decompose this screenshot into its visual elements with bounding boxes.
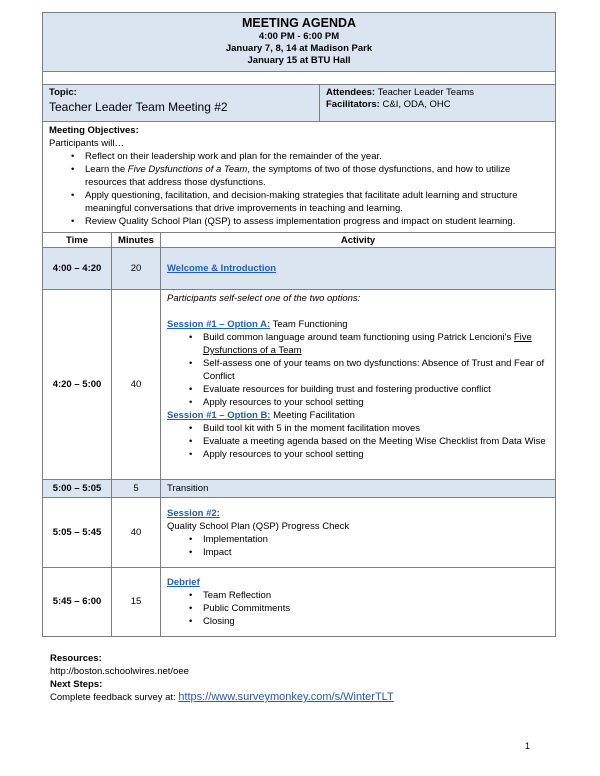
- row-activity: [161, 248, 556, 290]
- welcome-link[interactable]: Welcome & Introduction: [167, 263, 277, 274]
- debrief-list: [167, 589, 549, 628]
- col-header-activity: Activity: [161, 233, 556, 248]
- next-steps-label: Next Steps:: [50, 679, 103, 690]
- meeting-time: 4:00 PM - 6:00 PM: [258, 31, 340, 42]
- row-activity: [161, 568, 556, 636]
- table-header-row: [43, 233, 555, 248]
- row-minutes: 40: [112, 498, 161, 568]
- list-item: • Apply resources to your school setting: [203, 448, 549, 461]
- objective-item: • Review Quality School Plan (QSP) to assess implementation progress and impact on student learning.: [85, 215, 549, 228]
- session-1b-link[interactable]: Session #1 – Option B:: [167, 410, 271, 421]
- header-spacer: [43, 72, 555, 85]
- book-title: Five Dysfunctions of a Team: [203, 332, 532, 356]
- list-item: • Team Reflection: [203, 589, 549, 602]
- objective-item: • Reflect on their leadership work and plan for the remainder of the year.: [85, 150, 549, 163]
- attendees-label: Attendees:: [326, 87, 376, 98]
- session-1b-title: Meeting Facilitation: [270, 410, 355, 421]
- session-1a-title: Team Functioning: [270, 319, 348, 330]
- session-2-link[interactable]: Session #2:: [167, 507, 220, 519]
- list-item: • Evaluate resources for building trust and fostering productive conflict: [203, 383, 549, 396]
- row-minutes: 40: [112, 290, 161, 480]
- row-activity: [161, 290, 556, 480]
- list-item: • Public Commitments: [203, 602, 549, 615]
- topic-label: Topic:: [49, 87, 77, 98]
- list-item: • Impact: [203, 546, 549, 559]
- row-minutes: 15: [112, 568, 161, 636]
- col-header-minutes: Minutes: [112, 233, 161, 248]
- row-minutes: 20: [112, 248, 161, 290]
- row-activity: [161, 498, 556, 568]
- objective-item: • Apply questioning, facilitation, and decision-making strategies that facilitate adult learning and structure meaningful conversations that drive improvements in teaching and learning.: [85, 189, 549, 215]
- attendees-cell: [320, 85, 555, 121]
- list-item: • Self-assess one of your teams on two dysfunctions: Absence of Trust and Fear of Conflict: [203, 357, 549, 383]
- objectives-label: Meeting Objectives:: [49, 125, 139, 136]
- meeting-dates: January 7, 8, 14 at Madison Park: [225, 43, 373, 54]
- topic-row: [43, 85, 555, 122]
- facilitators-label: Facilitators:: [326, 99, 380, 110]
- list-item: • Evaluate a meeting agenda based on the Meeting Wise Checklist from Data Wise: [203, 435, 549, 448]
- attendees-value: Teacher Leader Teams: [377, 87, 475, 98]
- meeting-dates-2: January 15 at BTU Hall: [247, 55, 351, 66]
- topic-value: Teacher Leader Team Meeting #2: [49, 100, 228, 114]
- list-item: • Implementation: [203, 533, 549, 546]
- next-steps-text: Complete feedback survey at:: [50, 692, 179, 703]
- session-2-list: [167, 533, 549, 559]
- list-item: • Build common language around team functioning using Patrick Lencioni’s Five Dysfunctions of a Team: [203, 331, 549, 357]
- session-2-title: Quality School Plan (QSP) Progress Check: [167, 520, 350, 532]
- session-1b-list: [167, 422, 549, 461]
- resources-url: http://boston.schoolwires.net/oee: [50, 666, 189, 677]
- options-intro: Participants self-select one of the two options:: [167, 293, 361, 304]
- row-activity: Transition: [161, 480, 556, 498]
- col-header-time: Time: [43, 233, 112, 248]
- facilitators-value: C&I, ODA, OHC: [382, 99, 451, 110]
- topic-cell: [43, 85, 320, 121]
- agenda-header: [43, 13, 555, 72]
- table-row: [43, 248, 555, 290]
- session-1a-link[interactable]: Session #1 – Option A:: [167, 319, 271, 330]
- objectives-list: [49, 150, 549, 228]
- list-item: • Apply resources to your school setting: [203, 396, 549, 409]
- agenda-title: MEETING AGENDA: [241, 16, 357, 30]
- table-row: [43, 480, 555, 498]
- survey-link[interactable]: https://www.surveymonkey.com/s/WinterTLT: [178, 691, 394, 703]
- row-minutes: 5: [112, 480, 161, 498]
- page-number: 1: [524, 741, 530, 751]
- list-item: • Closing: [203, 615, 549, 628]
- row-time: 4:00 – 4:20: [43, 248, 112, 290]
- list-item: • Build tool kit with 5 in the moment facilitation moves: [203, 422, 549, 435]
- row-time: 4:20 – 5:00: [43, 290, 112, 480]
- resources-label: Resources:: [50, 653, 102, 664]
- agenda-table: [43, 233, 555, 636]
- row-time: 5:05 – 5:45: [43, 498, 112, 568]
- objectives-section: [43, 122, 555, 233]
- table-row: [43, 290, 555, 480]
- session-1a-list: [167, 331, 549, 409]
- agenda-frame: [42, 12, 556, 637]
- row-time: 5:00 – 5:05: [43, 480, 112, 498]
- table-row: [43, 498, 555, 568]
- objective-item: • Learn the Five Dysfunctions of a Team, the symptoms of two of those dysfunctions, and how to utilize resources that address those dysfunctions.: [85, 163, 549, 189]
- objectives-intro: Participants will…: [49, 138, 124, 149]
- table-row: [43, 568, 555, 636]
- row-time: 5:45 – 6:00: [43, 568, 112, 636]
- footer-section: [50, 652, 394, 704]
- debrief-link[interactable]: Debrief: [167, 576, 200, 588]
